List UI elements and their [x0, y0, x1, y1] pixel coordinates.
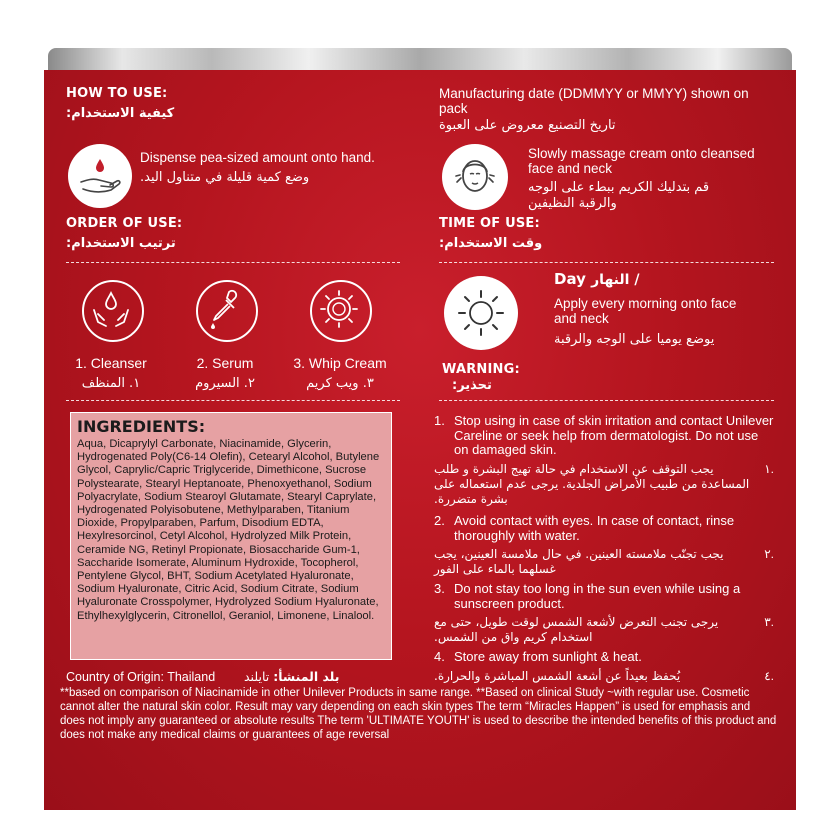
warning-item-2-ar: يجب تجنّب ملامسته العينين. في حال ملامسة العينين، يجب غسلهما بالماء على الفور	[434, 547, 724, 576]
warning-item-4	[434, 650, 774, 684]
cleanser-ring	[82, 280, 144, 342]
how-to-use-title-ar: كيفية الاستخدام:	[66, 106, 175, 121]
country-of-origin-ar-value: تايلند	[244, 669, 270, 684]
day-instruction: Apply every morning onto face and neck	[554, 296, 737, 326]
warning-item-2-text: Avoid contact with eyes. In case of contact, rinse thoroughly with water.	[454, 513, 735, 543]
hands-drop-icon	[82, 280, 140, 338]
massage-text-ar-2: والرقبة النظيفين	[528, 196, 617, 211]
time-of-use-title-ar: وقت الاستخدام:	[439, 236, 543, 251]
ingredients-box	[70, 412, 392, 660]
country-of-origin-ar-label: بلد المنشأ:	[273, 669, 340, 684]
order-step-2-ar: ٢. السيروم	[195, 376, 255, 391]
warning-item-1-text: Stop using in case of skin irritation and contact Unilever Careline or seek help from dermatologist. Do not use on damaged skin.	[454, 413, 774, 457]
serum-ring	[196, 280, 258, 342]
order-step-2: 2. Serum	[196, 355, 254, 371]
divider-left-mid	[66, 400, 400, 401]
warning-item-1-num: 1.	[434, 413, 445, 428]
order-of-use-title-ar: ترتيب الاستخدام:	[66, 236, 176, 251]
warning-item-4-text: Store away from sunlight & heat.	[454, 649, 642, 664]
warning-item-3-num-ar: ٣.	[764, 615, 774, 629]
warning-item-4-num: 4.	[434, 649, 445, 664]
day-label-en: Day	[554, 270, 586, 288]
how-to-use-title: HOW TO USE:	[66, 86, 168, 101]
dispense-text: Dispense pea-sized amount onto hand.	[140, 150, 375, 165]
country-of-origin-ar	[244, 669, 339, 684]
country-of-origin: Country of Origin: Thailand	[66, 670, 216, 684]
massage-text-ar-1: قم بتدليك الكريم ببطء على الوجه	[528, 180, 710, 195]
ingredients-title: INGREDIENTS:	[77, 417, 206, 436]
time-of-use-title: TIME OF USE:	[439, 216, 540, 231]
divider-right-top	[439, 262, 774, 263]
divider-right-mid	[439, 400, 774, 401]
day-label	[554, 270, 639, 288]
warning-item-4-num-ar: ٤.	[764, 668, 774, 683]
manufacturing-date: Manufacturing date (DDMMYY or MMYY) shown on pack	[439, 86, 749, 116]
warning-item-3-text: Do not stay too long in the sun even while using a sunscreen product.	[454, 581, 741, 611]
sun-cream-icon	[310, 280, 368, 338]
massage-text: Slowly massage cream onto cleansed face and neck	[528, 146, 755, 176]
day-instruction-ar: يوضع يوميا على الوجه والرقبة	[554, 332, 715, 347]
label-panel	[44, 70, 796, 810]
hand-drop-icon	[68, 144, 132, 208]
order-step-3: 3. Whip Cream	[293, 355, 387, 371]
whip-cream-ring	[310, 280, 372, 342]
day-sun-badge	[444, 276, 518, 350]
sun-icon	[451, 283, 511, 343]
warning-item-3	[434, 582, 774, 645]
order-of-use-title: ORDER OF USE:	[66, 216, 183, 231]
warning-item-1-num-ar: ١.	[764, 461, 774, 476]
warning-title-ar: تحذير:	[452, 378, 492, 393]
warning-item-2	[434, 514, 774, 577]
ingredients-list: Aqua, Dicaprylyl Carbonate, Niacinamide, Glycerin, Hydrogenated Poly(C6-14 Olefin), Cetearyl Alcohol, Butylene Glycol, Caprylic/Capric Triglyceride, Dimethicone, Sucrose Polystearate, Stearyl Heptanoate, Phenoxyethanol, Sodium Polyacrylate, Sodium Stearoyl Glutamate, Stearyl Caprylate, Hydrogenated Polyisobutene, Methylparaben, Titanium Dioxide, Propylparaben, Parfum, Disodium EDTA, Hexylresorcinol, Cetyl Alcohol, Hydrolyzed Milk Protein, Ceramide NG, Retinyl Propionate, Biosaccharide Gum-1, Saccharide Isomerate, Aluminum Hydroxide, Tocopherol, Pentylene Glycol, BHT, Sodium Acetylated Hyaluronate, Sodium Hyaluronate, Citric Acid, Sodium Citrate, Sodium Hyaluronate Crosspolymer, Hydrolyzed Sodium Hyaluronate, Ethylhexylglycerin, Citronellol, Geraniol, Limonene, Linalool.	[77, 438, 380, 622]
day-label-ar: النهار /	[591, 272, 640, 288]
warning-item-4-ar: يُحفظ بعيداً عن أشعة الشمس المباشرة والحرارة.	[434, 668, 681, 683]
order-step-1: 1. Cleanser	[75, 355, 147, 371]
footnote-disclaimer: **based on comparison of Niacinamide in other Unilever Products in same range. **Based on clinical Study ~with regular use. Cosmetic cannot alter the natural skin color. Result may vary depending on each skin types The term “Miracles Happen” is used for emphasis and does not imply any guaranteed or absolute results The term 'ULTIMATE YOUTH' is used to describe the intended benefits of this product and does not make any medical claims or guarantees of age reversal	[60, 687, 777, 741]
warning-item-3-ar: يرجى تجنب التعرض لأشعة الشمس لوقت طويل، حتى مع استخدام كريم واق من الشمس.	[434, 615, 719, 644]
face-massage-icon	[442, 144, 508, 210]
manufacturing-date-ar: تاريخ التصنيع معروض على العبوة	[439, 118, 616, 133]
warning-item-3-num: 3.	[434, 581, 445, 596]
divider-left-top	[66, 262, 400, 263]
warning-title: WARNING:	[442, 362, 520, 377]
order-step-3-ar: ٣. ويب كريم	[306, 376, 374, 391]
warning-item-1-ar: يجب التوقف عن الاستخدام في حالة تهيج البشرة و طلب المساعدة من طبيب الأمراض الجلدية. يرجى عدم استعماله على بشرة متضررة.	[434, 461, 750, 506]
dropper-icon	[196, 280, 254, 338]
warning-item-2-num: 2.	[434, 513, 445, 528]
order-step-1-ar: ١. المنظف	[81, 376, 141, 391]
dispense-text-ar: وضع كمية قليلة في متناول اليد.	[140, 170, 310, 185]
warning-item-1	[434, 414, 774, 507]
warning-item-2-num-ar: ٢.	[764, 547, 774, 561]
